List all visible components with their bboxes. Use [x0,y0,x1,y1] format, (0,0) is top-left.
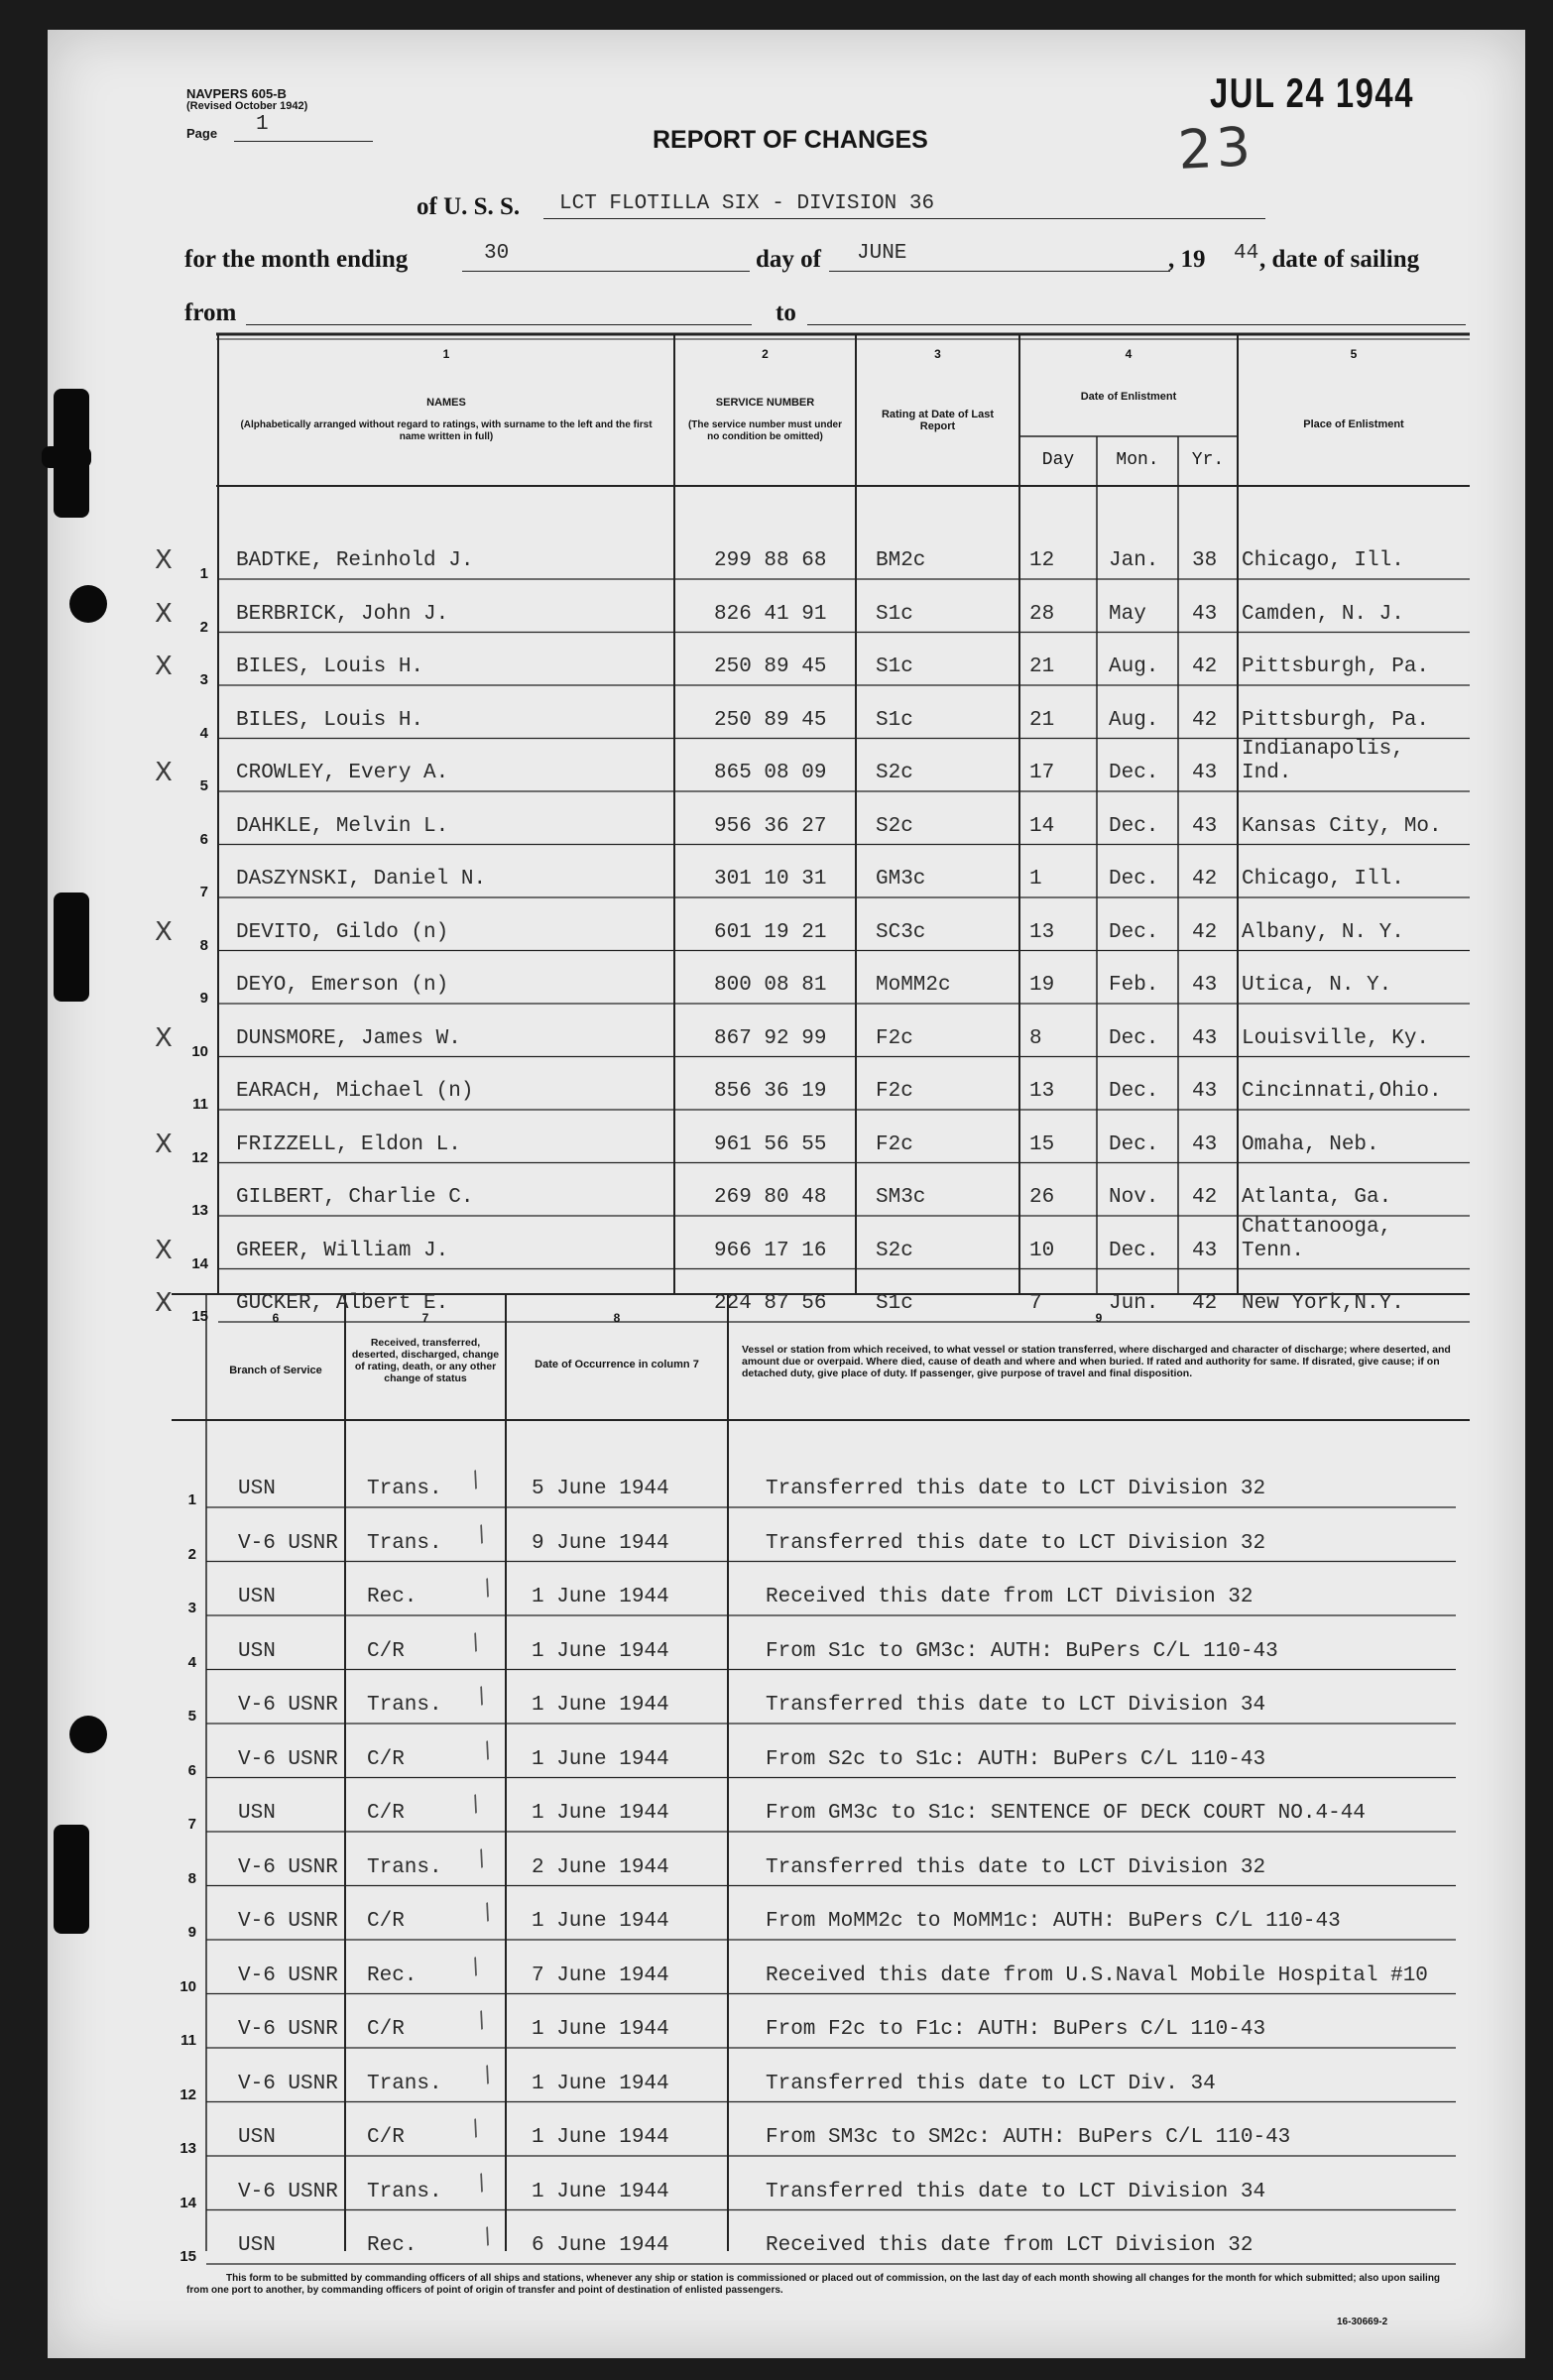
place-cell: Omaha, Neb. [1242,1132,1379,1156]
occurrence-date-cell: 1 June 1944 [532,1910,669,1933]
remarks-cell: Received this date from LCT Division 32 [766,2234,1254,2257]
rating-cell: GM3c [876,868,926,891]
row-number: 14 [191,1254,208,1272]
occurrence-date-cell: 2 June 1944 [532,1855,669,1879]
enlist-year-cell: 43 [1192,814,1218,838]
rating-cell: SC3c [876,920,926,944]
branch-cell: V-6 USNR [238,2072,338,2095]
check-mark: X [155,545,173,575]
row-number: 6 [199,830,208,848]
name-cell: DUNSMORE, James W. [236,1026,461,1050]
remarks-cell: Transferred this date to LCT Division 32 [766,1531,1266,1555]
name-cell: BILES, Louis H. [236,655,424,678]
place-cell: Chattanooga, [1242,1215,1392,1239]
status-cell: C/R [367,1802,405,1825]
enlist-day-cell: 1 [1029,868,1042,891]
rating-cell: SM3c [876,1186,926,1209]
from-label: from [184,299,237,326]
pencil-tick: ∕ [473,1683,490,1710]
col-number-5: 5 [1350,347,1358,361]
service-number-cell: 269 80 48 [714,1186,827,1209]
rating-cell: F2c [876,1080,913,1103]
enlist-day-cell: 13 [1029,1080,1055,1103]
of-uss-label: of U. S. S. [417,193,521,220]
branch-cell: USN [238,2234,276,2257]
name-cell: GUCKER, Albert E. [236,1292,449,1315]
year-prefix: , 19 [1168,246,1206,273]
occurrence-date-cell: 1 June 1944 [532,2180,669,2203]
check-mark: X [155,1288,173,1318]
name-cell: FRIZZELL, Eldon L. [236,1132,461,1156]
service-number-cell: 301 10 31 [714,868,827,891]
branch-header: Branch of Service [229,1365,322,1376]
service-number-cell: 224 87 56 [714,1292,827,1315]
enlist-month-cell: Dec. [1109,1026,1159,1050]
check-mark: X [155,652,173,681]
occurrence-date-cell: 5 June 1944 [532,1478,669,1500]
remarks-cell: From GM3c to S1c: SENTENCE OF DECK COURT NO.4-44 [766,1802,1366,1825]
col-number-9: 9 [1095,1311,1103,1325]
service-number-cell: 299 88 68 [714,549,827,572]
row-number: 10 [191,1042,208,1060]
to-label: to [776,299,796,326]
occurrence-date-cell: 1 June 1944 [532,1639,669,1663]
name-cell: GREER, William J. [236,1239,449,1262]
branch-cell: V-6 USNR [238,1747,338,1771]
occurrence-date-cell: 1 June 1944 [532,1694,669,1717]
row-number: 15 [179,2248,196,2265]
col-number-1: 1 [442,347,450,361]
pencil-tick: ∕ [467,1467,484,1493]
enlist-month-cell: Feb. [1109,974,1159,997]
row-number: 8 [187,1869,196,1887]
service-number-cell: 250 89 45 [714,708,827,732]
status-cell: C/R [367,1910,405,1933]
occurrence-date-cell: 1 June 1944 [532,1586,669,1608]
vessel-header: Vessel or station from which received, to what vessel or station transferred, where discharged and character of discharge; where deserted, and amount due or overpaid. Where died, cause of death and where and when buried. If rated and authority for same. If disrated, give cause; if on detached duty, give place of duty. If passenger, give purpose of travel and final disposition. [742,1344,1451,1379]
place-cell: Indianapolis, [1242,738,1404,761]
handwritten-number: 23 [1176,115,1256,181]
enlist-year-cell: 42 [1192,1292,1218,1315]
check-mark: X [155,1235,173,1265]
enlist-year-cell: 42 [1192,708,1218,732]
row-number: 1 [199,565,208,582]
remarks-cell: Received this date from U.S.Naval Mobile Hospital #10 [766,1964,1428,1987]
name-cell: BERBRICK, John J. [236,602,449,626]
enlist-day-cell: 19 [1029,974,1055,997]
rating-cell: S2c [876,762,913,784]
row-number: 14 [179,2194,196,2211]
rating-header: Rating at Date of Last Report [881,409,995,432]
status-header: Received, transferred, deserted, discharged, change of rating, death, or any other change of status [351,1337,500,1384]
rating-cell: S1c [876,1292,913,1315]
remarks-cell: From S2c to S1c: AUTH: BuPers C/L 110-43 [766,1747,1266,1771]
row-number: 8 [199,936,208,954]
place-cell: Albany, N. Y. [1242,920,1404,944]
enlist-year-cell: 43 [1192,762,1218,784]
enlist-year-cell: 43 [1192,974,1218,997]
status-cell: Trans. [367,2072,442,2095]
status-cell: Trans. [367,2180,442,2203]
enlist-year-cell: 43 [1192,1132,1218,1156]
enlist-year-cell: 43 [1192,1080,1218,1103]
row-number: 11 [180,2032,196,2049]
row-number: 10 [179,1977,196,1995]
name-cell: BILES, Louis H. [236,708,424,732]
rating-cell: BM2c [876,549,926,572]
rating-cell: F2c [876,1026,913,1050]
status-cell: C/R [367,1747,405,1771]
page-label: Page [186,126,218,141]
enlist-month-cell: May [1109,602,1146,626]
enlist-day-cell: 7 [1029,1292,1042,1315]
pencil-tick: ∕ [473,1844,490,1872]
row-number: 5 [187,1708,196,1725]
row-number: 5 [199,777,208,794]
remarks-cell: Transferred this date to LCT Division 34 [766,1694,1266,1717]
pencil-tick: ∕ [473,2169,490,2197]
names-subheader: (Alphabetically arranged without regard to ratings, with surname to the left and the first name written in full) [240,419,653,442]
enlist-day-cell: 10 [1029,1239,1055,1262]
service-number-header: SERVICE NUMBER [715,397,815,409]
check-mark: X [155,758,173,787]
row-number: 7 [187,1816,196,1833]
place-cell: Chicago, Ill. [1242,549,1404,572]
row-number: 3 [187,1600,196,1616]
remarks-cell: From SM3c to SM2c: AUTH: BuPers C/L 110-43 [766,2126,1291,2149]
occurrence-date-cell: 1 June 1944 [532,2126,669,2149]
place-cell: Utica, N. Y. [1242,974,1392,997]
row-number: 3 [199,671,208,688]
enlist-month-cell: Dec. [1109,814,1159,838]
place-cell: New York,N.Y. [1242,1292,1404,1315]
enlist-day-cell: 13 [1029,920,1055,944]
status-cell: Trans. [367,1478,442,1500]
day-of-label: day of [756,246,821,273]
form-code: NAVPERS 605-B [186,86,287,101]
enlist-month-cell: Nov. [1109,1186,1159,1209]
status-cell: Rec. [367,1964,418,1987]
branch-cell: V-6 USNR [238,1910,338,1933]
row-number: 9 [187,1924,196,1941]
branch-cell: USN [238,1639,276,1663]
enlist-day-cell: 28 [1029,602,1055,626]
remarks-cell: From F2c to F1c: AUTH: BuPers C/L 110-43 [766,2018,1266,2041]
month-ending-label: for the month ending [184,246,409,273]
branch-cell: V-6 USNR [238,1531,338,1555]
pencil-tick: ∕ [479,1575,496,1602]
name-cell: DASZYNSKI, Daniel N. [236,868,487,891]
names-header: NAMES [426,397,466,409]
enlist-month-cell: Jan. [1109,549,1159,572]
pencil-tick: ∕ [467,2115,484,2142]
branch-cell: V-6 USNR [238,1694,338,1717]
name-cell: GILBERT, Charlie C. [236,1186,474,1209]
status-cell: C/R [367,2018,405,2041]
date-of-sailing-label: , date of sailing [1259,246,1420,273]
remarks-cell: From MoMM2c to MoMM1c: AUTH: BuPers C/L 110-43 [766,1910,1341,1933]
service-number-cell: 865 08 09 [714,762,827,784]
occurrence-date-cell: 1 June 1944 [532,1802,669,1825]
pencil-tick: ∕ [473,2007,490,2034]
name-cell: EARACH, Michael (n) [236,1080,474,1103]
row-number: 2 [199,618,208,636]
place-header: Place of Enlistment [1303,418,1404,430]
rating-cell: S2c [876,814,913,838]
pencil-tick: ∕ [479,1899,496,1926]
enlist-year-cell: 42 [1192,868,1218,891]
occurrence-date-cell: 1 June 1944 [532,1747,669,1771]
remarks-cell: Transferred this date to LCT Division 32 [766,1855,1266,1879]
col-number-2: 2 [762,347,769,361]
ship-name: LCT FLOTILLA SIX - DIVISION 36 [559,192,935,215]
row-number: 6 [187,1761,196,1779]
remarks-cell: Transferred this date to LCT Division 34 [766,2180,1266,2203]
row-number: 7 [199,884,208,900]
branch-cell: V-6 USNR [238,1964,338,1987]
branch-cell: V-6 USNR [238,1855,338,1879]
enlist-month-cell: Dec. [1109,920,1159,944]
enlist-day-cell: 12 [1029,549,1055,572]
occurrence-header: Date of Occurrence in column 7 [535,1359,699,1370]
occurrence-date-cell: 1 June 1944 [532,2018,669,2041]
enlist-month-cell: Dec. [1109,868,1159,891]
row-number: 4 [199,724,208,742]
enlist-month-cell: Dec. [1109,1239,1159,1262]
enlist-month-cell: Aug. [1109,655,1159,678]
row-number: 11 [192,1096,208,1113]
enlist-day-cell: 21 [1029,708,1055,732]
row-number: 1 [187,1491,196,1508]
occurrence-date-cell: 7 June 1944 [532,1964,669,1987]
service-number-cell: 961 56 55 [714,1132,827,1156]
place-cell: Atlanta, Ga. [1242,1186,1392,1209]
service-number-cell: 601 19 21 [714,920,827,944]
enlist-year-cell: 43 [1192,1026,1218,1050]
place-cell-line2: Tenn. [1242,1239,1305,1262]
occurrence-date-cell: 9 June 1944 [532,1531,669,1555]
status-cell: Trans. [367,1531,442,1555]
rating-cell: S1c [876,602,913,626]
row-number: 2 [187,1545,196,1563]
status-cell: Trans. [367,1694,442,1717]
service-number-cell: 826 41 91 [714,602,827,626]
enlist-month-cell: Aug. [1109,708,1159,732]
enlist-year-cell: 42 [1192,1186,1218,1209]
occurrence-date-cell: 1 June 1944 [532,2072,669,2095]
enlist-month-cell: Jun. [1109,1292,1159,1315]
row-number: 9 [199,990,208,1007]
enlist-day-cell: 15 [1029,1132,1055,1156]
branch-cell: USN [238,2126,276,2149]
place-cell: Cincinnati,Ohio. [1242,1080,1442,1103]
service-number-subheader: (The service number must under no condition be omitted) [687,419,843,442]
check-mark: X [155,916,173,947]
footer-note: This form to be submitted by commanding officers of all ships and stations, whenever any ship or station is commissioned or placed out of commission, on the last day of each month showing all changes for the month for which submitted; also upon sailing from one port to another, by commanding officers of point of origin of transfer and point of destination of enlisted passengers. [186,2273,1441,2296]
row-number: 15 [191,1308,208,1325]
col-number-8: 8 [613,1311,621,1325]
year-suffix: 44 [1234,242,1259,265]
status-cell: Rec. [367,2234,418,2257]
page-title: REPORT OF CHANGES [653,126,928,154]
service-number-cell: 867 92 99 [714,1026,827,1050]
pencil-tick: ∕ [479,2061,496,2088]
form-sheet [48,30,1525,2358]
place-cell: Pittsburgh, Pa. [1242,708,1430,732]
remarks-cell: From S1c to GM3c: AUTH: BuPers C/L 110-43 [766,1639,1278,1663]
enlist-year-cell: 38 [1192,549,1218,572]
date-stamp: JUL 24 1944 [1210,69,1414,116]
mon-subheader: Mon. [1116,450,1159,470]
name-cell: CROWLEY, Every A. [236,762,449,784]
branch-cell: USN [238,1802,276,1825]
enlist-month-cell: Dec. [1109,1080,1159,1103]
enlist-day-cell: 21 [1029,655,1055,678]
branch-cell: USN [238,1586,276,1608]
enlist-day-cell: 26 [1029,1186,1055,1209]
branch-cell: V-6 USNR [238,2180,338,2203]
enlist-day-cell: 14 [1029,814,1055,838]
row-number: 4 [187,1653,196,1671]
status-cell: C/R [367,1639,405,1663]
remarks-cell: Received this date from LCT Division 32 [766,1586,1254,1608]
enlist-month-cell: Dec. [1109,762,1159,784]
name-cell: DEYO, Emerson (n) [236,974,449,997]
status-cell: Trans. [367,1855,442,1879]
rating-cell: S2c [876,1239,913,1262]
remarks-cell: Transferred this date to LCT Division 32 [766,1478,1266,1500]
enlist-year-cell: 43 [1192,602,1218,626]
pencil-tick: ∕ [467,1791,484,1818]
row-number: 13 [191,1202,208,1219]
service-number-cell: 856 36 19 [714,1080,827,1103]
form-revised: (Revised October 1942) [186,100,308,112]
pencil-tick: ∕ [479,1736,496,1764]
enlist-day-cell: 8 [1029,1026,1042,1050]
enlist-year-cell: 42 [1192,920,1218,944]
pencil-tick: ∕ [479,2223,496,2250]
service-number-cell: 250 89 45 [714,655,827,678]
pencil-tick: ∕ [467,1628,484,1656]
rating-cell: S1c [876,655,913,678]
remarks-cell: Transferred this date to LCT Div. 34 [766,2072,1216,2095]
status-cell: Rec. [367,1586,418,1608]
check-mark: X [155,1129,173,1159]
enlistment-header: Date of Enlistment [1080,391,1177,403]
rating-cell: F2c [876,1132,913,1156]
print-code: 16-30669-2 [1337,2317,1388,2327]
row-number: 13 [179,2140,196,2157]
pencil-tick: ∕ [473,1520,490,1548]
check-mark: X [155,598,173,629]
enlist-year-cell: 43 [1192,1239,1218,1262]
occurrence-date-cell: 6 June 1944 [532,2234,669,2257]
name-cell: DAHKLE, Melvin L. [236,814,449,838]
place-cell: Kansas City, Mo. [1242,814,1442,838]
name-cell: BADTKE, Reinhold J. [236,549,474,572]
month-ending-day: 30 [484,242,510,265]
place-cell: Chicago, Ill. [1242,868,1404,891]
month-value: JUNE [857,242,907,265]
rating-cell: S1c [876,708,913,732]
check-mark: X [155,1022,173,1053]
col-number-6: 6 [272,1311,280,1325]
yr-subheader: Yr. [1191,450,1225,470]
day-subheader: Day [1041,450,1075,470]
name-cell: DEVITO, Gildo (n) [236,920,449,944]
service-number-cell: 966 17 16 [714,1239,827,1262]
col-number-3: 3 [934,347,941,361]
enlist-year-cell: 42 [1192,655,1218,678]
place-cell: Louisville, Ky. [1242,1026,1430,1050]
page-number: 1 [256,113,269,136]
col-number-4: 4 [1125,347,1133,361]
place-cell-line2: Ind. [1242,762,1292,784]
place-cell: Pittsburgh, Pa. [1242,655,1430,678]
branch-cell: USN [238,1478,276,1500]
pencil-tick: ∕ [467,1953,484,1980]
col-number-7: 7 [421,1311,429,1325]
status-cell: C/R [367,2126,405,2149]
service-number-cell: 956 36 27 [714,814,827,838]
row-number: 12 [179,2085,196,2103]
enlist-day-cell: 17 [1029,762,1055,784]
row-number: 12 [191,1148,208,1166]
rating-cell: MoMM2c [876,974,951,997]
enlist-month-cell: Dec. [1109,1132,1159,1156]
branch-cell: V-6 USNR [238,2018,338,2041]
service-number-cell: 800 08 81 [714,974,827,997]
place-cell: Camden, N. J. [1242,602,1404,626]
